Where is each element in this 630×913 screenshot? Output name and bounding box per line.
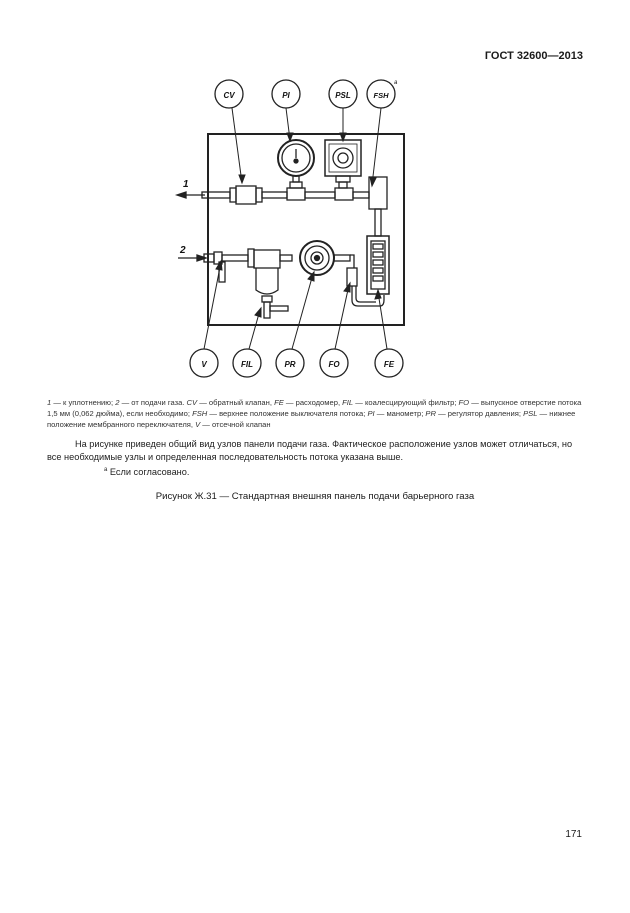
pressure-switch	[325, 140, 361, 188]
bubble-psl	[329, 80, 357, 108]
bubble-fo	[320, 349, 348, 377]
bubble-cv	[215, 80, 243, 108]
bubble-pr	[276, 349, 304, 377]
bubble-fil	[233, 349, 261, 377]
bubble-fe	[375, 349, 403, 377]
svg-text:FIL: FIL	[241, 360, 253, 369]
note-block	[47, 438, 585, 479]
legend-text: 1 — к уплотнению; 2 — от подачи газа. CV — обратный клапан, FE — расходомер, FIL — коалесцирующий фильтр; FO — выпускное отверстие потока 1,5 мм (0,062 дюйма), если необходимо; FSH — верхнее положение выключателя потока; PI — манометр; PR — регулятор давления; PSL — нижнее положение мембранного переключателя, V — отсечной клапан	[47, 398, 582, 429]
bubble-pi	[272, 80, 300, 108]
footnote	[47, 464, 585, 479]
pressure-gauge	[278, 140, 314, 188]
svg-text:CV: CV	[223, 91, 235, 100]
figure-title: Рисунок Ж.31 — Стандартная внешняя панель подачи барьерного газа	[155, 491, 475, 502]
svg-text:FO: FO	[328, 360, 340, 369]
footnote-text: Если согласовано.	[107, 467, 190, 478]
svg-text:V: V	[201, 360, 207, 369]
note-paragraph: На рисунке приведен общий вид узлов панели подачи газа. Фактическое расположение узлов может отличаться, но все необходимые узлы и определенная последовательность потока указана выше.	[47, 439, 573, 462]
flowmeter	[367, 236, 389, 294]
svg-text:1: 1	[183, 179, 189, 190]
standard-header: ГОСТ 32600—2013	[484, 50, 583, 62]
svg-text:a: a	[394, 80, 398, 86]
svg-text:2: 2	[180, 245, 186, 256]
footnote-marker: a	[104, 467, 108, 473]
page-number: 171	[565, 829, 582, 840]
bubble-v	[190, 349, 218, 377]
svg-text:PSL: PSL	[335, 91, 351, 100]
svg-text:FE: FE	[383, 360, 395, 369]
bubble-fsh	[367, 80, 398, 108]
svg-text:PR: PR	[284, 360, 296, 369]
svg-text:FSH: FSH	[373, 91, 389, 100]
svg-text:PI: PI	[282, 91, 290, 100]
gas-panel-diagram	[0, 0, 630, 390]
